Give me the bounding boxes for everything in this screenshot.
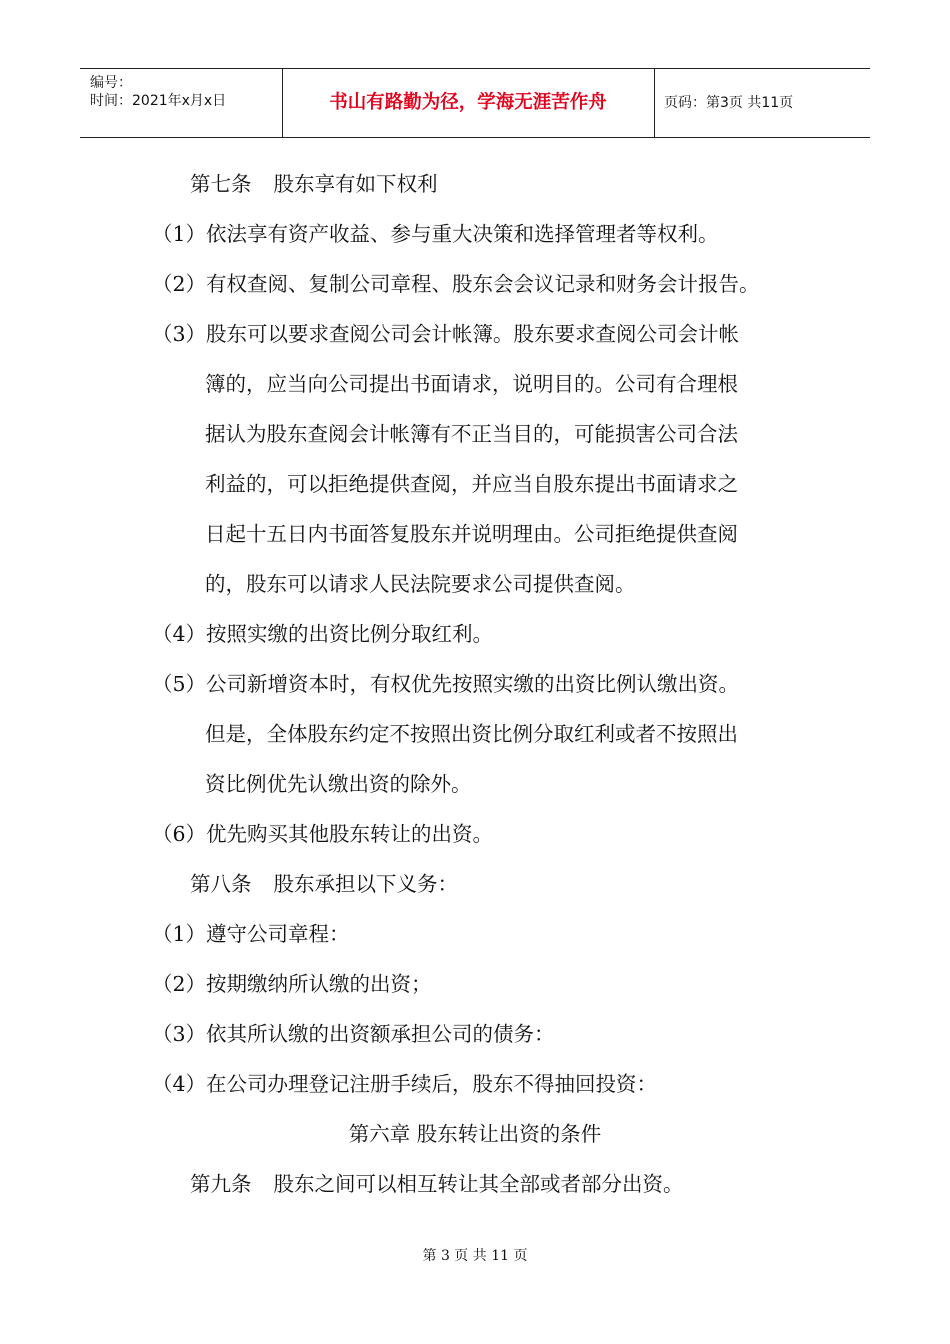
- item-continuation: 但是，全体股东约定不按照出资比例分取红利或者不按照出: [205, 722, 738, 746]
- item-text: 依其所认缴的出资额承担公司的债务：: [206, 1022, 555, 1046]
- item-text: 依法享有资产收益、参与重大决策和选择管理者等权利。: [206, 222, 719, 246]
- item-continuation: 日起十五日内书面答复股东并说明理由。公司拒绝提供查阅: [205, 522, 738, 546]
- item-number: （2）: [152, 972, 207, 996]
- item-number: （1）: [152, 922, 207, 946]
- article9-title: 第九条: [190, 1172, 252, 1196]
- item-continuation: 利益的，可以拒绝提供查阅，并应当自股东提出书面请求之: [205, 472, 738, 496]
- list-item: [152, 620, 493, 648]
- list-item: [152, 270, 760, 298]
- article9-heading-text: 股东之间可以相互转让其全部或者部分出资。: [273, 1172, 684, 1196]
- item-continuation: 资比例优先认缴出资的除外。: [205, 772, 472, 796]
- header-motto: 书山有路勤为径，学海无涯苦作舟: [329, 92, 607, 113]
- item-continuation: 据认为股东查阅会计帐簿有不正当目的，可能损害公司合法: [205, 422, 738, 446]
- header-info-cell: [80, 69, 283, 137]
- article8-title: 第八条: [190, 872, 252, 896]
- header-page-cell: [654, 69, 870, 137]
- article7-title: 第七条: [190, 172, 252, 196]
- article7-heading: [190, 170, 438, 198]
- item-text: 股东可以要求查阅公司会计帐簿。股东要求查阅公司会计帐: [206, 322, 740, 346]
- time-label: 时间：2021年x月x日: [90, 93, 227, 109]
- item-number: （2）: [152, 272, 207, 296]
- item-text: 公司新增资本时，有权优先按照实缴的出资比例认缴出资。: [206, 672, 740, 696]
- list-item: [152, 920, 350, 948]
- list-item: [152, 1020, 555, 1048]
- number-label: 编号：: [90, 75, 132, 91]
- item-continuation: 的，股东可以请求人民法院要求公司提供查阅。: [205, 572, 636, 596]
- item-number: （6）: [152, 822, 207, 846]
- list-item: [152, 970, 432, 998]
- item-number: （4）: [152, 622, 207, 646]
- list-item: [152, 670, 739, 698]
- page-footer: 第 3 页 共 11 页: [422, 1248, 528, 1264]
- list-item: [152, 1070, 657, 1098]
- item-number: （1）: [152, 222, 207, 246]
- item-text: 按照实缴的出资比例分取红利。: [206, 622, 494, 646]
- item-text: 优先购买其他股东转让的出资。: [206, 822, 494, 846]
- item-text: 有权查阅、复制公司章程、股东会会议记录和财务会计报告。: [206, 272, 760, 296]
- list-item: [152, 320, 739, 348]
- header-motto-cell: [282, 69, 655, 137]
- item-number: （5）: [152, 672, 207, 696]
- item-text: 遵守公司章程：: [206, 922, 350, 946]
- item-number: （3）: [152, 1022, 207, 1046]
- item-number: （4）: [152, 1072, 207, 1096]
- item-text: 按期缴纳所认缴的出资；: [206, 972, 432, 996]
- list-item: [152, 220, 719, 248]
- chapter-title: 第六章 股东转让出资的条件: [348, 1122, 602, 1146]
- article8-heading-text: 股东承担以下义务：: [273, 872, 458, 896]
- item-continuation: 簿的，应当向公司提出书面请求，说明目的。公司有合理根: [205, 372, 738, 396]
- page-header: [80, 68, 870, 138]
- list-item: [152, 820, 493, 848]
- article8-heading: [190, 870, 458, 898]
- article7-heading-text: 股东享有如下权利: [273, 172, 438, 196]
- item-text: 在公司办理登记注册手续后，股东不得抽回投资：: [206, 1072, 658, 1096]
- header-page-code: 页码：第3页 共11页: [664, 95, 794, 111]
- item-number: （3）: [152, 322, 207, 346]
- article9-heading: [190, 1170, 684, 1198]
